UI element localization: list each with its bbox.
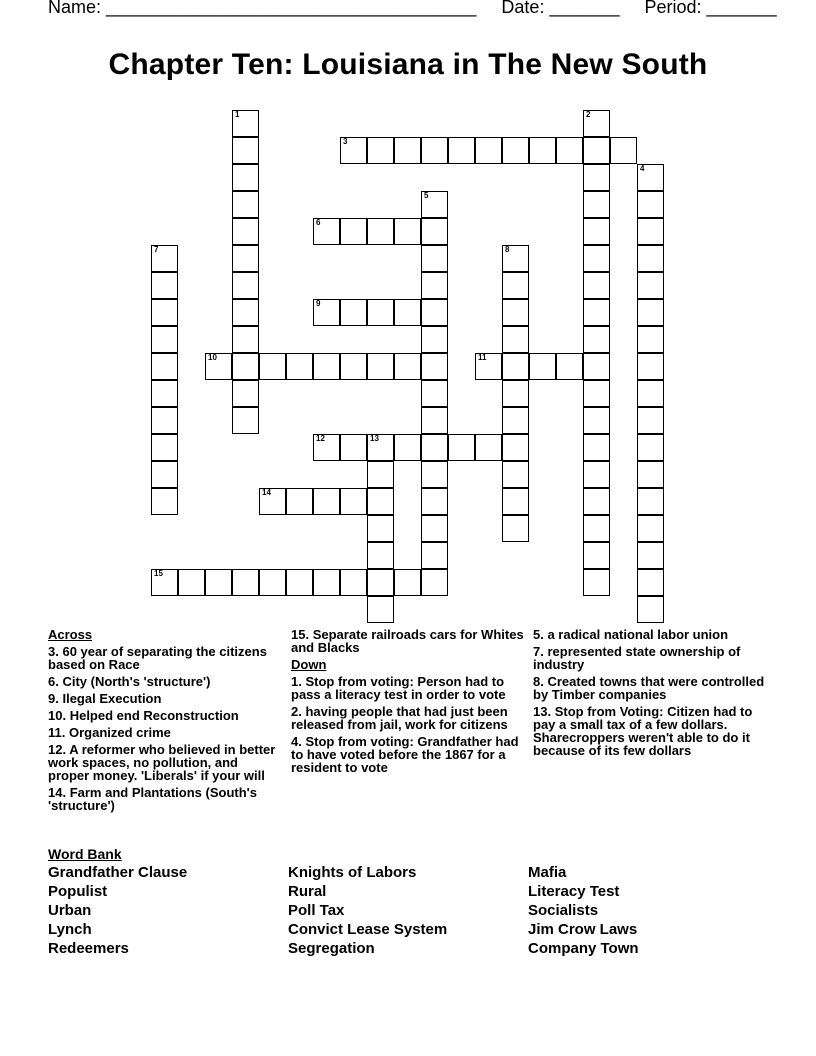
crossword-cell[interactable] bbox=[151, 299, 178, 326]
page-title: Chapter Ten: Louisiana in The New South bbox=[108, 48, 708, 81]
crossword-cell[interactable] bbox=[421, 326, 448, 353]
clue-down-2 bbox=[291, 705, 527, 731]
clue-text: Farm and Plantations (South's 'structure') bbox=[48, 785, 257, 813]
crossword-cell[interactable] bbox=[259, 569, 286, 596]
crossword-cell[interactable] bbox=[637, 326, 664, 353]
crossword-cell[interactable] bbox=[637, 407, 664, 434]
crossword-cell[interactable] bbox=[151, 569, 178, 596]
header-line: Name: _____________________________________ Date: _______ Period: _______ bbox=[48, 0, 777, 17]
clue-across-12 bbox=[48, 743, 280, 782]
crossword-cell[interactable] bbox=[394, 137, 421, 164]
crossword-cell[interactable] bbox=[637, 542, 664, 569]
crossword-cell[interactable] bbox=[583, 191, 610, 218]
crossword-cell[interactable] bbox=[502, 461, 529, 488]
crossword-cell[interactable] bbox=[637, 380, 664, 407]
clue-text: Helped end Reconstruction bbox=[69, 708, 239, 723]
clue-text: City (North's 'structure') bbox=[62, 674, 211, 689]
crossword-cell[interactable] bbox=[151, 353, 178, 380]
crossword-cell[interactable] bbox=[286, 488, 313, 515]
crossword-cell[interactable] bbox=[151, 407, 178, 434]
crossword-cell[interactable] bbox=[151, 245, 178, 272]
crossword-cell[interactable] bbox=[583, 353, 610, 380]
crossword-cell[interactable] bbox=[421, 245, 448, 272]
crossword-cell[interactable] bbox=[637, 245, 664, 272]
crossword-cell[interactable] bbox=[475, 353, 502, 380]
crossword-cell[interactable] bbox=[637, 434, 664, 461]
crossword-cell[interactable] bbox=[448, 137, 475, 164]
crossword-cell[interactable] bbox=[583, 380, 610, 407]
crossword-cell[interactable] bbox=[556, 353, 583, 380]
clue-number: 6. bbox=[48, 674, 59, 689]
clue-across-15 bbox=[291, 628, 527, 654]
clue-number: 12. bbox=[48, 742, 67, 757]
clue-number: 11. bbox=[48, 725, 66, 740]
crossword-cell[interactable] bbox=[502, 137, 529, 164]
crossword-cell[interactable] bbox=[340, 218, 367, 245]
clues-column-3 bbox=[533, 628, 769, 761]
word-bank-item: Rural bbox=[288, 883, 327, 900]
crossword-cell[interactable] bbox=[232, 380, 259, 407]
word-bank-item: Company Town bbox=[528, 940, 639, 957]
clue-across-3 bbox=[48, 645, 280, 671]
crossword-cell[interactable] bbox=[313, 299, 340, 326]
word-bank-item: Jim Crow Laws bbox=[528, 921, 638, 938]
crossword-cell[interactable] bbox=[340, 137, 367, 164]
crossword-cell[interactable] bbox=[367, 434, 394, 461]
crossword-cell[interactable] bbox=[637, 353, 664, 380]
crossword-cell[interactable] bbox=[421, 299, 448, 326]
word-bank-item: Grandfather Clause bbox=[48, 864, 188, 881]
crossword-cell[interactable] bbox=[502, 245, 529, 272]
crossword-cell[interactable] bbox=[475, 137, 502, 164]
clue-text: Stop from voting: Grandfather had to have voted before the 1867 for a resident to vote bbox=[291, 734, 519, 775]
word-bank-item: Urban bbox=[48, 902, 92, 919]
crossword-cell[interactable] bbox=[232, 137, 259, 164]
crossword-cell[interactable] bbox=[421, 434, 448, 461]
clue-number: 4. bbox=[291, 734, 302, 749]
crossword-cell[interactable] bbox=[313, 353, 340, 380]
crossword-cell[interactable] bbox=[421, 380, 448, 407]
clue-number-label: 14 bbox=[262, 488, 271, 497]
crossword-cell[interactable] bbox=[583, 218, 610, 245]
crossword-cell[interactable] bbox=[583, 569, 610, 596]
clue-number: 15. bbox=[291, 627, 310, 642]
clue-across-9 bbox=[48, 692, 280, 705]
clue-down-13 bbox=[533, 705, 769, 757]
clue-down-8 bbox=[533, 675, 769, 701]
crossword-cell[interactable] bbox=[232, 353, 259, 380]
clue-text: having people that had just been released from jail, work for citizens bbox=[291, 704, 508, 732]
clue-number-label: 4 bbox=[640, 164, 645, 173]
crossword-cell[interactable] bbox=[367, 299, 394, 326]
clue-number-label: 9 bbox=[316, 299, 321, 308]
word-bank-column-3 bbox=[528, 863, 639, 958]
crossword-cell[interactable] bbox=[637, 164, 664, 191]
clue-across-14 bbox=[48, 786, 280, 812]
clue-number: 3. bbox=[48, 644, 59, 659]
crossword-cell[interactable] bbox=[583, 488, 610, 515]
crossword-cell[interactable] bbox=[178, 569, 205, 596]
clue-text: 60 year of separating the citizens based on Race bbox=[48, 644, 267, 672]
across-heading: Across bbox=[48, 627, 93, 642]
down-heading: Down bbox=[291, 657, 327, 672]
clue-number-label: 7 bbox=[154, 245, 159, 254]
crossword-cell[interactable] bbox=[394, 353, 421, 380]
crossword-cell[interactable] bbox=[637, 218, 664, 245]
crossword-cell[interactable] bbox=[313, 569, 340, 596]
crossword-cell[interactable] bbox=[421, 191, 448, 218]
crossword-cell[interactable] bbox=[421, 353, 448, 380]
crossword-cell[interactable] bbox=[421, 407, 448, 434]
clue-down-7 bbox=[533, 645, 769, 671]
crossword-cell[interactable] bbox=[340, 299, 367, 326]
word-bank-column-2 bbox=[288, 863, 447, 958]
crossword-cell[interactable] bbox=[637, 272, 664, 299]
crossword-cell[interactable] bbox=[637, 515, 664, 542]
crossword-cell[interactable] bbox=[313, 218, 340, 245]
crossword-cell[interactable] bbox=[367, 569, 394, 596]
crossword-cell[interactable] bbox=[421, 137, 448, 164]
crossword-cell[interactable] bbox=[286, 353, 313, 380]
crossword-cell[interactable] bbox=[232, 164, 259, 191]
crossword-cell[interactable] bbox=[259, 353, 286, 380]
crossword-cell[interactable] bbox=[583, 272, 610, 299]
clue-down-4 bbox=[291, 735, 527, 774]
word-bank-item: Literacy Test bbox=[528, 883, 620, 900]
crossword-cell[interactable] bbox=[340, 569, 367, 596]
word-bank-item: Poll Tax bbox=[288, 902, 345, 919]
crossword-cell[interactable] bbox=[394, 434, 421, 461]
clue-number: 10. bbox=[48, 708, 67, 723]
word-bank-item: Convict Lease System bbox=[288, 921, 448, 938]
clue-number-label: 2 bbox=[586, 110, 591, 119]
crossword-cell[interactable] bbox=[151, 488, 178, 515]
clue-text: A reformer who believed in better work spaces, no pollution, and proper money. 'Liberals' if your will bbox=[48, 742, 276, 783]
crossword-cell[interactable] bbox=[394, 218, 421, 245]
clue-text: Separate railroads cars for Whites and Blacks bbox=[291, 627, 524, 655]
clue-number: 1. bbox=[291, 674, 302, 689]
clue-number: 2. bbox=[291, 704, 302, 719]
crossword-cell[interactable] bbox=[367, 596, 394, 623]
crossword-cell[interactable] bbox=[583, 326, 610, 353]
word-bank-item: Knights of Labors bbox=[288, 864, 417, 881]
clue-number-label: 8 bbox=[505, 245, 510, 254]
word-bank-item: Redeemers bbox=[48, 940, 129, 957]
crossword-cell[interactable] bbox=[502, 272, 529, 299]
crossword-cell[interactable] bbox=[313, 434, 340, 461]
crossword-cell[interactable] bbox=[232, 326, 259, 353]
crossword-cell[interactable] bbox=[421, 515, 448, 542]
crossword-cell[interactable] bbox=[151, 380, 178, 407]
crossword-cell[interactable] bbox=[502, 434, 529, 461]
word-bank-item: Mafia bbox=[528, 864, 567, 881]
crossword-cell[interactable] bbox=[232, 299, 259, 326]
crossword-cell[interactable] bbox=[529, 353, 556, 380]
clue-text: Created towns that were controlled by Timber companies bbox=[533, 674, 765, 702]
clue-across-10 bbox=[48, 709, 280, 722]
crossword-cell[interactable] bbox=[583, 137, 610, 164]
clue-number-label: 3 bbox=[343, 137, 348, 146]
clue-number: 5. bbox=[533, 627, 544, 642]
crossword-cell[interactable] bbox=[259, 488, 286, 515]
crossword-cell[interactable] bbox=[529, 137, 556, 164]
crossword-cell[interactable] bbox=[367, 353, 394, 380]
clue-number-label: 5 bbox=[424, 191, 429, 200]
word-bank-column-1 bbox=[48, 863, 187, 958]
clue-text: Ilegal Execution bbox=[62, 691, 162, 706]
crossword-cell[interactable] bbox=[583, 407, 610, 434]
crossword-cell[interactable] bbox=[367, 218, 394, 245]
crossword-cell[interactable] bbox=[232, 191, 259, 218]
clue-down-1 bbox=[291, 675, 527, 701]
crossword-cell[interactable] bbox=[367, 461, 394, 488]
crossword-cell[interactable] bbox=[367, 137, 394, 164]
crossword-cell[interactable] bbox=[232, 110, 259, 137]
clue-number-label: 10 bbox=[208, 353, 217, 362]
crossword-cell[interactable] bbox=[502, 515, 529, 542]
crossword-cell[interactable] bbox=[502, 326, 529, 353]
crossword-cell[interactable] bbox=[502, 407, 529, 434]
clue-number-label: 6 bbox=[316, 218, 321, 227]
clue-number-label: 12 bbox=[316, 434, 325, 443]
crossword-cell[interactable] bbox=[583, 434, 610, 461]
clue-number-label: 13 bbox=[370, 434, 379, 443]
clue-text: a radical national labor union bbox=[547, 627, 729, 642]
crossword-cell[interactable] bbox=[367, 515, 394, 542]
crossword-cell[interactable] bbox=[448, 434, 475, 461]
crossword-cell[interactable] bbox=[502, 299, 529, 326]
clue-number: 14. bbox=[48, 785, 67, 800]
word-bank-item: Lynch bbox=[48, 921, 92, 938]
crossword-cell[interactable] bbox=[232, 407, 259, 434]
crossword-cell[interactable] bbox=[340, 434, 367, 461]
clue-across-11 bbox=[48, 726, 280, 739]
crossword-cell[interactable] bbox=[421, 461, 448, 488]
crossword-cell[interactable] bbox=[394, 569, 421, 596]
crossword-cell[interactable] bbox=[502, 488, 529, 515]
clue-text: Stop from Voting: Citizen had to pay a small tax of a few dollars. Sharecroppers weren't able to do it because of its few dollars bbox=[533, 704, 753, 758]
crossword-cell[interactable] bbox=[637, 488, 664, 515]
crossword-cell[interactable] bbox=[502, 353, 529, 380]
crossword-cell[interactable] bbox=[583, 110, 610, 137]
crossword-cell[interactable] bbox=[421, 272, 448, 299]
crossword-cell[interactable] bbox=[421, 569, 448, 596]
clue-number: 9. bbox=[48, 691, 59, 706]
word-bank-item: Populist bbox=[48, 883, 108, 900]
crossword-cell[interactable] bbox=[232, 218, 259, 245]
crossword-cell[interactable] bbox=[232, 569, 259, 596]
crossword-cell[interactable] bbox=[205, 569, 232, 596]
crossword-cell[interactable] bbox=[637, 191, 664, 218]
crossword-cell[interactable] bbox=[367, 542, 394, 569]
crossword-cell[interactable] bbox=[637, 569, 664, 596]
crossword-cell[interactable] bbox=[232, 272, 259, 299]
clue-across-6 bbox=[48, 675, 280, 688]
crossword-cell[interactable] bbox=[610, 137, 637, 164]
clue-number-label: 1 bbox=[235, 110, 240, 119]
crossword-cell[interactable] bbox=[151, 272, 178, 299]
clue-text: Stop from voting: Person had to pass a literacy test in order to vote bbox=[291, 674, 506, 702]
clue-text: represented state ownership of industry bbox=[533, 644, 741, 672]
crossword-cell[interactable] bbox=[583, 299, 610, 326]
clue-number: 8. bbox=[533, 674, 544, 689]
clues-column-1 bbox=[48, 628, 280, 816]
crossword-cell[interactable] bbox=[205, 353, 232, 380]
crossword-cell[interactable] bbox=[232, 245, 259, 272]
crossword-cell[interactable] bbox=[583, 542, 610, 569]
word-bank-item: Segregation bbox=[288, 940, 375, 957]
crossword-cell[interactable] bbox=[421, 542, 448, 569]
crossword-cell[interactable] bbox=[421, 488, 448, 515]
crossword-cell[interactable] bbox=[583, 245, 610, 272]
clue-number-label: 11 bbox=[478, 353, 487, 362]
crossword-cell[interactable] bbox=[475, 434, 502, 461]
crossword-cell[interactable] bbox=[151, 326, 178, 353]
crossword-cell[interactable] bbox=[583, 164, 610, 191]
crossword-cell[interactable] bbox=[421, 218, 448, 245]
crossword-cell[interactable] bbox=[583, 461, 610, 488]
crossword-cell[interactable] bbox=[313, 488, 340, 515]
crossword-cell[interactable] bbox=[637, 596, 664, 623]
crossword-cell[interactable] bbox=[394, 299, 421, 326]
crossword-cell[interactable] bbox=[151, 461, 178, 488]
word-bank-title: Word Bank bbox=[48, 846, 122, 862]
crossword-cell[interactable] bbox=[502, 380, 529, 407]
clues-column-2 bbox=[291, 628, 527, 778]
crossword-cell[interactable] bbox=[637, 299, 664, 326]
crossword-cell[interactable] bbox=[340, 353, 367, 380]
crossword-cell[interactable] bbox=[583, 515, 610, 542]
clue-down-5 bbox=[533, 628, 769, 641]
clue-number: 7. bbox=[533, 644, 544, 659]
crossword-cell[interactable] bbox=[151, 434, 178, 461]
crossword-cell[interactable] bbox=[637, 461, 664, 488]
clue-number: 13. bbox=[533, 704, 552, 719]
clue-number-label: 15 bbox=[154, 569, 163, 578]
crossword-cell[interactable] bbox=[286, 569, 313, 596]
clue-text: Organized crime bbox=[68, 725, 171, 740]
word-bank-item: Socialists bbox=[528, 902, 599, 919]
crossword-cell[interactable] bbox=[367, 488, 394, 515]
crossword-cell[interactable] bbox=[340, 488, 367, 515]
crossword-cell[interactable] bbox=[556, 137, 583, 164]
